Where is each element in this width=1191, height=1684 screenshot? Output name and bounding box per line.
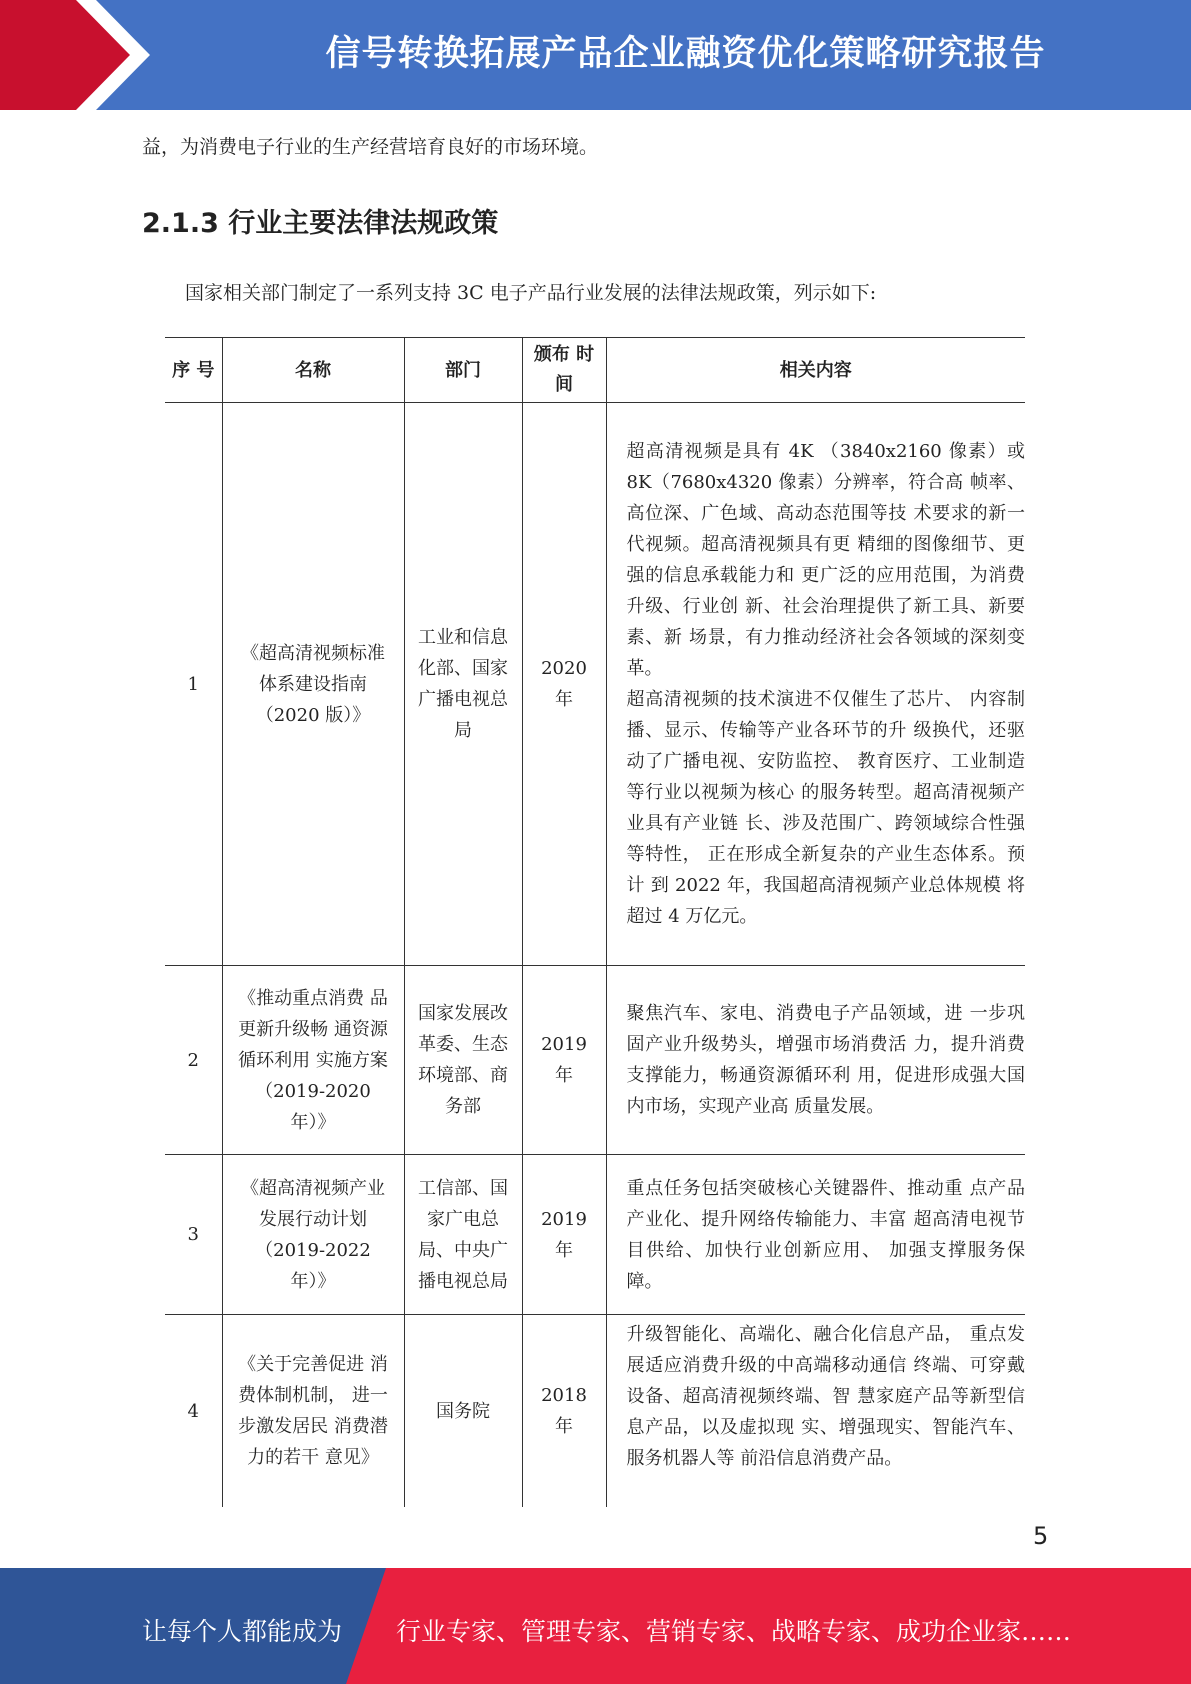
row-content-para-1: 超高清视频是具有 4K （3840x2160 像素）或 8K（7680x4320 像素）分辨率，符合高 帧率、高位深、广色域、高动态范围等技 术要求的新一代视频。超高清视频具有更 精细的图像细节、更强的信息承载能力和 更广泛的应用范围，为消费升级、行业创 新、社会治理提供了新工具、新要素、新 场景，有力推动经济社会各领域的深刻变 革。: [626, 441, 1025, 679]
row-no: 1: [165, 403, 222, 966]
page-number: 5: [1033, 1522, 1049, 1550]
footer-slogan-right: 行业专家、管理专家、营销专家、战略专家、成功企业家……: [396, 1617, 1072, 1646]
row-year: 2020 年: [522, 403, 606, 966]
header-year: 颁布 时间: [522, 338, 606, 403]
section-heading: 2.1.3 行业主要法律法规政策: [142, 208, 499, 239]
row-content: [606, 403, 1025, 966]
row-name: 《超高清视频产业发展行动计划（2019-2022 年）》: [222, 1155, 404, 1315]
row-no: 4: [165, 1315, 222, 1508]
row-year: 2019 年: [522, 966, 606, 1155]
row-content: 聚焦汽车、家电、消费电子产品领域，进 一步巩固产业升级势头，增强市场消费活 力，提升消费支撑能力，畅通资源循环利 用，促进形成强大国内市场，实现产业高 质量发展。: [606, 966, 1025, 1155]
row-year: 2019 年: [522, 1155, 606, 1315]
section-lead: 国家相关部门制定了一系列支持 3C 电子产品行业发展的法律法规政策，列示如下:: [185, 282, 877, 304]
header-name: 名称: [222, 338, 404, 403]
table-row: [165, 966, 1025, 1155]
row-dept: 国家发展改革委、生态环境部、商务部: [404, 966, 522, 1155]
row-no: 3: [165, 1155, 222, 1315]
row-content-para-2: 超高清视频的技术演进不仅催生了芯片、 内容制播、显示、传输等产业各环节的升 级换代，还驱动了广播电视、安防监控、 教育医疗、工业制造等行业以视频为核心 的服务转型。超高清视频产业具有产业链 长、涉及范围广、跨领域综合性强等特性， 正在形成全新复杂的产业生态体系。预计 到 2022 年，我国超高清视频产业总体规模 将超过 4 万亿元。: [626, 689, 1025, 927]
row-no: 2: [165, 966, 222, 1155]
policy-table: [165, 337, 1025, 1507]
row-dept: 工业和信息化部、国家广播电视总局: [404, 403, 522, 966]
header-content: 相关内容: [606, 338, 1025, 403]
row-content: 重点任务包括突破核心关键器件、推动重 点产品产业化、提升网络传输能力、丰富 超高清电视节目供给、加快行业创新应用、 加强支撑服务保障。: [606, 1155, 1025, 1315]
header-chevron-red: [0, 0, 140, 110]
footer-slogan-left: 让每个人都能成为: [142, 1617, 343, 1646]
row-content: 升级智能化、高端化、融合化信息产品， 重点发展适应消费升级的中高端移动通信 终端、可穿戴设备、超高清视频终端、智 慧家庭产品等新型信息产品，以及虚拟现 实、增强现实、智能汽车、服务机器人等 前沿信息消费产品。: [606, 1315, 1025, 1508]
table-header-row: [165, 338, 1025, 403]
row-year: 2018 年: [522, 1315, 606, 1508]
intro-line: 益，为消费电子行业的生产经营培育良好的市场环境。: [142, 136, 599, 158]
table-row: [165, 403, 1025, 966]
row-dept: 国务院: [404, 1315, 522, 1508]
header-dept: 部门: [404, 338, 522, 403]
row-name: 《推动重点消费 品更新升级畅 通资源循环利用 实施方案（2019-2020 年）》: [222, 966, 404, 1155]
report-title: 信号转换拓展产品企业融资优化策略研究报告: [325, 34, 1046, 74]
table-row: [165, 1315, 1025, 1508]
row-name: 《超高清视频标准体系建设指南（2020 版）》: [222, 403, 404, 966]
table-row: [165, 1155, 1025, 1315]
page-footer: [0, 1568, 1191, 1684]
page-header: [0, 0, 1191, 110]
header-no: 序 号: [165, 338, 222, 403]
row-dept: 工信部、国家广电总局、中央广播电视总局: [404, 1155, 522, 1315]
row-name: 《关于完善促进 消费体制机制， 进一步激发居民 消费潜力的若干 意见》: [222, 1315, 404, 1508]
